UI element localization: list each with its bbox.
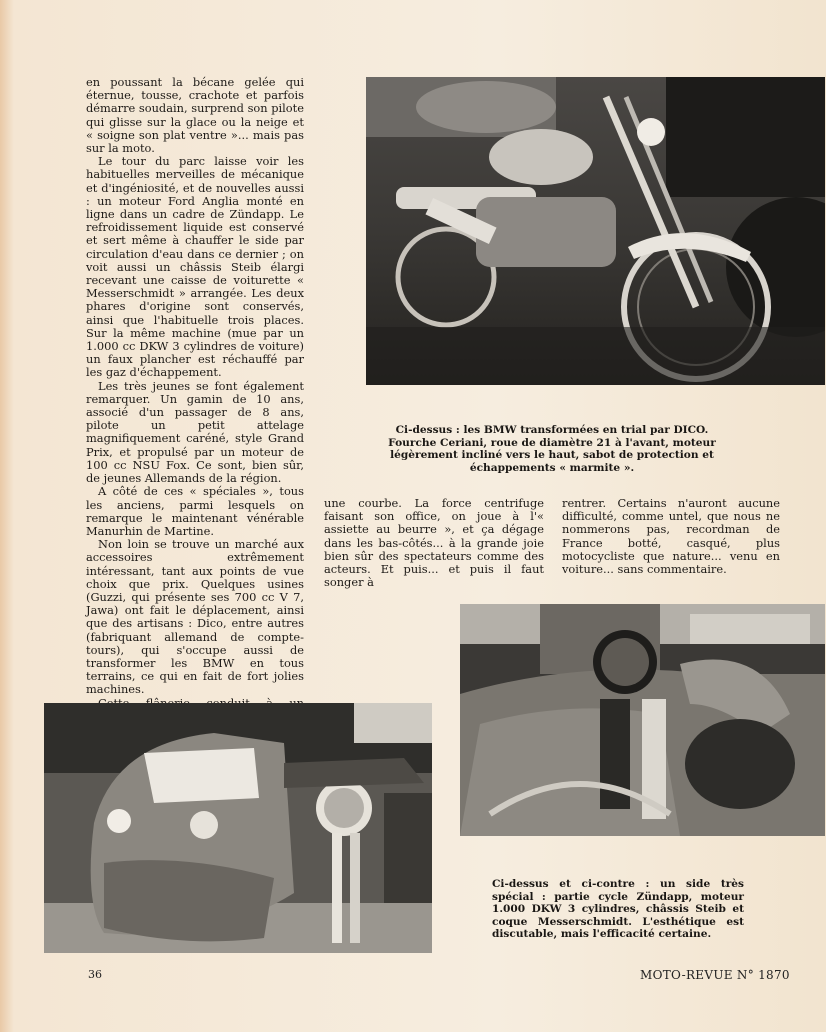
bmw-trial-photo <box>366 77 825 385</box>
sidecar-photo-caption: Ci-dessus et ci-contre : un side très spécial : partie cycle Zündapp, moteur 1.000 DKW 3 cylindres, châssis Steib et coque Messerschmidt. L'esthétique est discutable, mais l'efficacité certaine. <box>492 878 744 941</box>
paragraph: A côté de ces « spéciales », tous les anciens, parmi lesquels on remarque le maintenant vénérable Manurhin de Martine. <box>86 484 304 538</box>
bmw-photo-caption: Ci-dessus : les BMW transformées en trial par DICO. Fourche Ceriani, roue de diamètre 21 à l'avant, moteur légèrement incliné vers le haut, sabot de protection et échappements « marmite ». <box>388 424 716 474</box>
paragraph: Le tour du parc laisse voir les habituelles merveilles de mécanique et d'ingéniosité, et de nouvelles aussi : un moteur Ford Anglia monté en ligne dans un cadre de Zündapp. Le refroidissement liquide est conservé et sert même à chauffer le side par circulation d'eau dans ce dernier ; on voit aussi un châssis Steib élargi recevant une caisse de voiturette « Messerschmidt » arrangée. Les deux phares d'origine sont conservés, ainsi que l'habituelle trois places. Sur la même machine (mue par un 1.000 cc DKW 3 cylindres de voiture) un faux plancher est réchauffé par les gaz d'échappement. <box>86 154 304 380</box>
paragraph: en poussant la bécane gelée qui éternue, tousse, crachote et parfois démarre soudain, surprend son pilote qui glisse sur la glace ou la neige et « soigne son plat ventre »... mais pas sur la moto. <box>86 75 304 156</box>
sidecar-photo-right <box>460 604 825 836</box>
page-number: 36 <box>88 968 102 981</box>
magazine-issue: MOTO-REVUE N° 1870 <box>640 968 790 982</box>
bmw-trial-image <box>366 77 825 385</box>
sidecar-left-image <box>44 703 432 953</box>
article-column-2 <box>324 497 544 589</box>
article-column-3 <box>562 497 780 576</box>
paragraph: une courbe. La force centrifuge faisant son office, on joue à l'« assiette au beurre », et ça dégage dans les bas-côtés... à la grande joie bien sûr des spectateurs comme des acteurs. Et puis... et puis il faut songer à <box>324 496 544 590</box>
article-column-1 <box>86 76 304 749</box>
sidecar-right-image <box>460 604 825 836</box>
sidecar-photo-left <box>44 703 432 953</box>
paragraph: rentrer. Certains n'auront aucune difficulté, comme untel, que nous ne nommerons pas, recordman de France botté, casqué, plus motocycliste que nature... venu en voiture... sans commentaire. <box>562 496 780 577</box>
paragraph: Non loin se trouve un marché aux accessoires extrêmement intéressant, tant aux points de vue choix que prix. Quelques usines (Guzzi, qui présente ses 700 cc V 7, Jawa) ont fait le déplacement, ainsi que des artisans : Dico, entre autres (fabriquant allemand de compte-tours), qui s'occupe aussi de transformer les BMW en tous terrains, ce qui en fait de fort jolies machines. <box>86 537 304 697</box>
paragraph: Les très jeunes se font également remarquer. Un gamin de 10 ans, associé d'un passager de 8 ans, pilote un petit attelage magnifiquement caréné, style Grand Prix, et propulsé par un moteur de 100 cc NSU Fox. Ce sont, bien sûr, de jeunes Allemands de la région. <box>86 378 304 486</box>
